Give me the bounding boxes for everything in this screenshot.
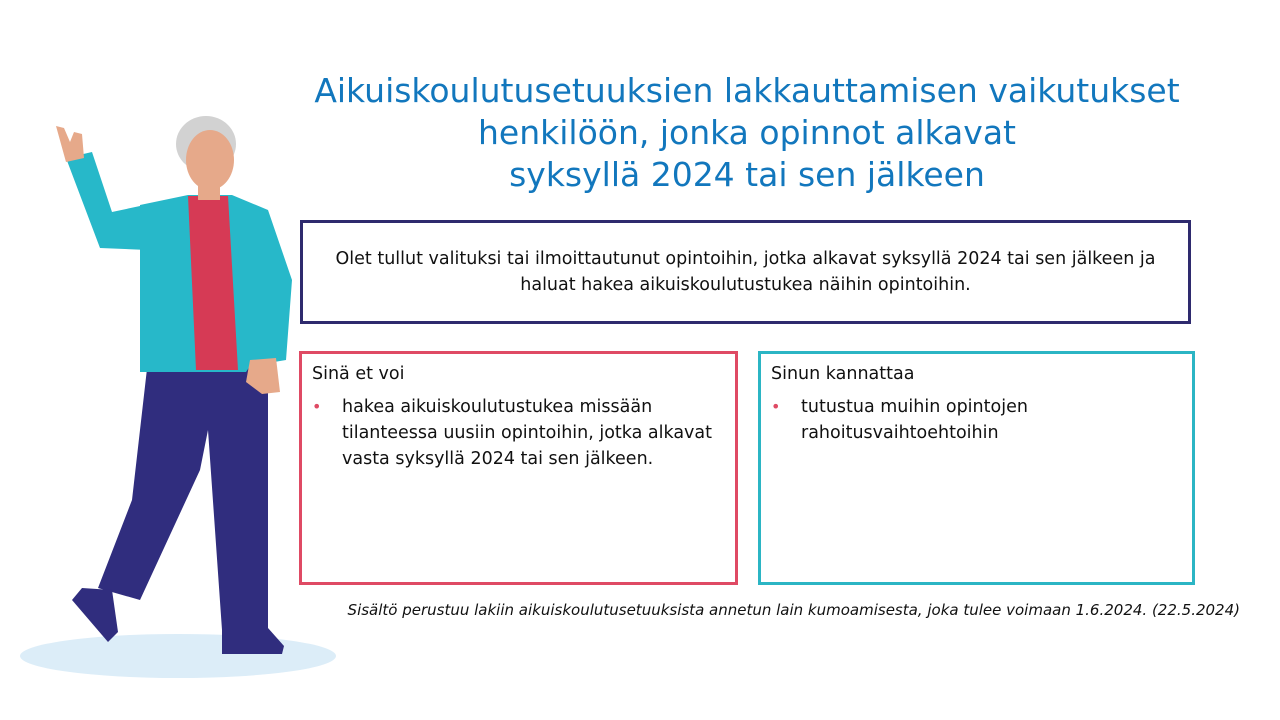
title-line-3: syksyllä 2024 tai sen jälkeen bbox=[509, 155, 985, 194]
should-heading: Sinun kannattaa bbox=[771, 364, 915, 384]
cannot-box bbox=[299, 351, 738, 585]
title-line-2: henkilöön, jonka opinnot alkavat bbox=[478, 113, 1016, 152]
cannot-list bbox=[312, 394, 725, 472]
should-list bbox=[771, 394, 1182, 446]
left-shoe bbox=[72, 588, 118, 642]
page-title bbox=[262, 70, 1232, 196]
intro-text: Olet tullut valituksi tai ilmoittautunut opintoihin, jotka alkavat syksyllä 2024 tai sen jälkeen ja haluat hakea aikuiskoulutustukea näihin opintoihin. bbox=[335, 249, 1156, 295]
intro-box bbox=[300, 220, 1191, 324]
cannot-heading: Sinä et voi bbox=[312, 364, 405, 384]
footnote: Sisältö perustuu lakiin aikuiskoulutusetuuksista annetun lain kumoamisesta, joka tulee voimaan 1.6.2024. (22.5.2024) bbox=[347, 601, 1240, 619]
should-item: • tutustua muihin opintojen rahoitusvaihtoehtoihin bbox=[771, 394, 1182, 446]
raised-arm bbox=[66, 152, 148, 250]
should-box bbox=[758, 351, 1195, 585]
pants bbox=[98, 360, 268, 630]
title-line-1: Aikuiskoulutusetuuksien lakkauttamisen vaikutukset bbox=[314, 71, 1180, 110]
ground-shadow bbox=[20, 634, 336, 678]
cannot-item: • hakea aikuiskoulutustukea missään tilanteessa uusiin opintoihin, jotka alkavat vasta syksyllä 2024 tai sen jälkeen. bbox=[312, 394, 722, 472]
right-shoe bbox=[222, 628, 284, 654]
raised-hand bbox=[56, 126, 84, 162]
face bbox=[186, 130, 234, 190]
